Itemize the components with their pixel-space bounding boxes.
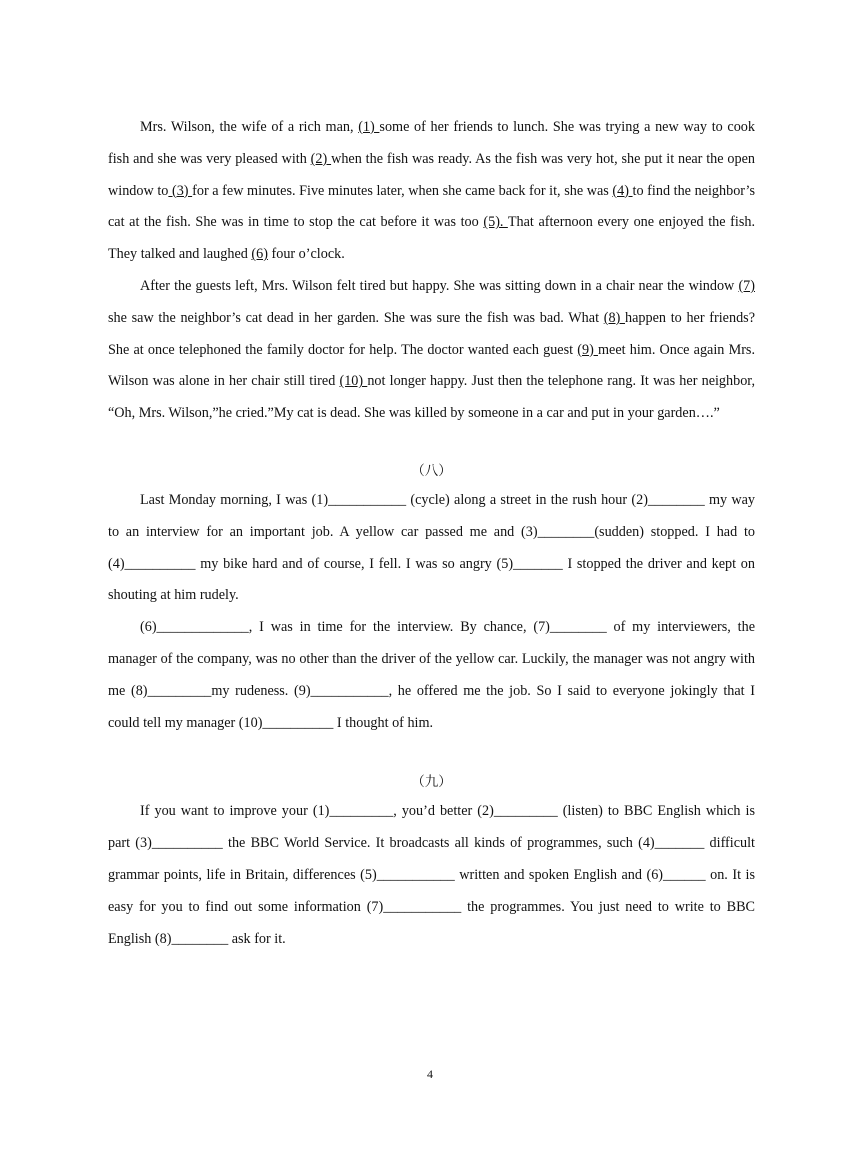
- passage-eight: [108, 485, 755, 739]
- text-run: happen to her friends? She at once telephoned the family doctor for help. The doctor wanted each guest: [108, 309, 755, 358]
- paragraph: [108, 271, 755, 430]
- page-number: 4: [427, 1067, 433, 1081]
- answer-blank: (6): [251, 246, 268, 263]
- text-run: Mrs. Wilson, the wife of a rich man,: [140, 119, 359, 135]
- answer-blank: (5).: [483, 214, 508, 231]
- passage-nine: [108, 796, 755, 955]
- answer-blank: (3): [168, 182, 193, 199]
- paragraph: [108, 485, 755, 612]
- document-page: [108, 112, 755, 955]
- text-run: After the guests left, Mrs. Wilson felt tired but happy. She was sitting down in a chair near the window: [140, 277, 739, 294]
- text-run: four o’clock.: [267, 246, 345, 263]
- answer-blank: (10): [339, 373, 368, 390]
- text-run: (6)_____________, I was in time for the interview. By chance, (7)________ of my interviewers, the manager of the company, was no other than the driver of the yellow car. Luckily, the manager was not angry with me (8)_________my rudeness. (9)___________, he offered me the job. So I said to everyone jokingly that I could tell my manager (10)__________ I thought of him.: [108, 619, 755, 731]
- answer-blank: (9): [577, 341, 598, 358]
- section-heading-9: （九）: [411, 774, 452, 790]
- answer-blank: (1): [358, 119, 380, 135]
- answer-blank: (7): [738, 277, 755, 294]
- text-run: she saw the neighbor’s cat dead in her garden. She was sure the fish was bad. What: [108, 309, 604, 326]
- passage-wilson: [108, 112, 755, 430]
- text-run: to find the neighbor’s cat at the fish. She was in time to stop the cat before it was too: [108, 182, 756, 231]
- text-run: Last Monday morning, I was (1)___________ (cycle) along a street in the rush hour (2)________ my way to an interview for an important job. A yellow car passed me and (3)________(sudden) stopped. I had to (4)__________ my bike hard and of course, I fell. I was so angry (5)_______ I stopped the driver and kept on shouting at him rudely.: [108, 491, 755, 604]
- answer-blank: (8): [603, 309, 626, 326]
- text-run: some of her friends to lunch. She was trying a new way to cook fish and she was very pleased with: [108, 119, 755, 167]
- answer-blank: (2): [310, 150, 332, 167]
- paragraph: [108, 612, 755, 739]
- text-run: when the fish was ready. As the fish was very hot, she put it near the open window to: [108, 150, 756, 199]
- answer-blank: (4): [612, 182, 633, 199]
- paragraph: [108, 112, 755, 271]
- text-run: That afternoon every one enjoyed the fish. They talked and laughed: [108, 214, 756, 263]
- text-run: not longer happy. Just then the telephone rang. It was her neighbor, “Oh, Mrs. Wilson,”he cried.”My cat is dead. She was killed by someone in a car and put in your garden….”: [108, 373, 756, 422]
- text-run: meet him. Once again Mrs. Wilson was alone in her chair still tired: [108, 341, 755, 390]
- text-run: for a few minutes. Five minutes later, when she came back for it, she was: [192, 182, 613, 199]
- text-run: If you want to improve your (1)_________, you’d better (2)_________ (listen) to BBC English which is part (3)__________ the BBC World Service. It broadcasts all kinds of programmes, such (4)_______ difficult grammar points, life in Britain, differences (5)___________ written and spoken English and (6)______ on. It is easy for you to find out some information (7)___________ the programmes. You just need to write to BBC English (8)________ ask for it.: [108, 803, 755, 947]
- section-heading-8: （八）: [411, 462, 452, 478]
- paragraph: [108, 796, 755, 955]
